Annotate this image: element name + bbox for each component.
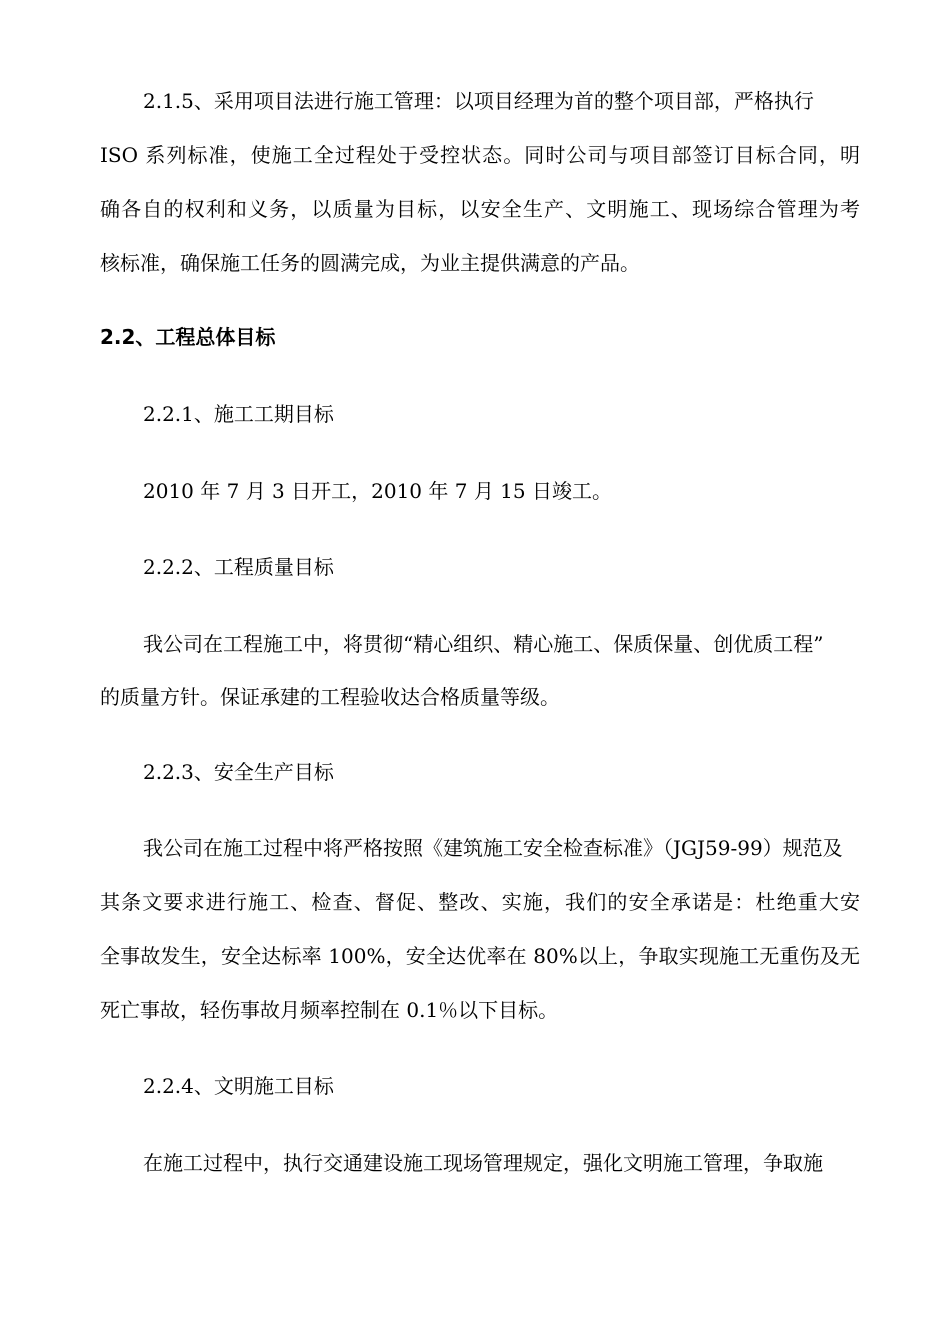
subheading-2-2-3: 2.2.3、安全生产目标 bbox=[143, 760, 334, 784]
paragraph-2-2-2-line-1: 我公司在工程施工中，将贯彻“精心组织、精心施工、保质保量、创优质工程” bbox=[143, 632, 824, 656]
section-heading-2-2: 2.2、工程总体目标 bbox=[100, 325, 276, 349]
paragraph-2-2-1-line-1: 2010 年 7 月 3 日开工，2010 年 7 月 15 日竣工。 bbox=[143, 479, 612, 503]
paragraph-2-1-5-line-3: 确各自的权利和义务，以质量为目标，以安全生产、文明施工、现场综合管理为考 bbox=[100, 197, 860, 221]
paragraph-2-2-3-line-1: 我公司在施工过程中将严格按照《建筑施工安全检查标准》（JGJ59-99）规范及 bbox=[143, 836, 843, 860]
subheading-2-2-4: 2.2.4、文明施工目标 bbox=[143, 1074, 334, 1098]
paragraph-2-2-4-line-1: 在施工过程中，执行交通建设施工现场管理规定，强化文明施工管理，争取施 bbox=[143, 1151, 823, 1175]
paragraph-2-2-2-line-2: 的质量方针。保证承建的工程验收达合格质量等级。 bbox=[100, 685, 560, 709]
paragraph-2-1-5-line-4: 核标准，确保施工任务的圆满完成，为业主提供满意的产品。 bbox=[100, 251, 640, 275]
subheading-2-2-2: 2.2.2、工程质量目标 bbox=[143, 555, 334, 579]
paragraph-2-1-5-line-1: 2.1.5、采用项目法进行施工管理：以项目经理为首的整个项目部，严格执行 bbox=[143, 89, 814, 113]
paragraph-2-2-3-line-4: 死亡事故，轻伤事故月频率控制在 0.1％以下目标。 bbox=[100, 998, 559, 1022]
subheading-2-2-1: 2.2.1、施工工期目标 bbox=[143, 402, 334, 426]
paragraph-2-2-3-line-3: 全事故发生，安全达标率 100%，安全达优率在 80%以上，争取实现施工无重伤及无 bbox=[100, 944, 860, 968]
paragraph-2-1-5-line-2: ISO 系列标准，使施工全过程处于受控状态。同时公司与项目部签订目标合同，明 bbox=[100, 143, 860, 167]
paragraph-2-2-3-line-2: 其条文要求进行施工、检查、督促、整改、实施，我们的安全承诺是：杜绝重大安 bbox=[100, 890, 860, 914]
